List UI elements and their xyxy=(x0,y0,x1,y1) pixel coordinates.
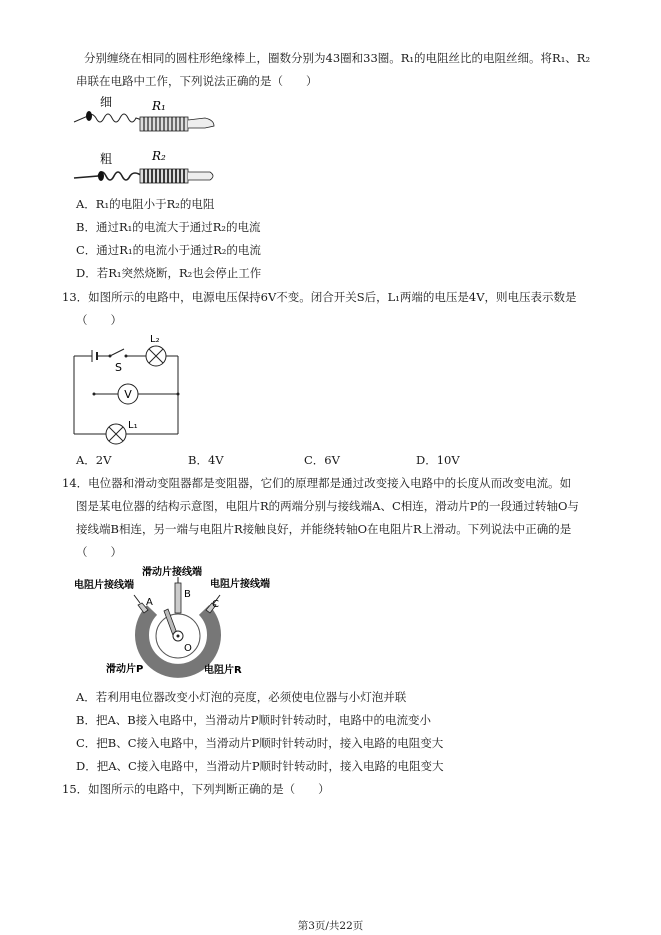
q13-switch-label: S xyxy=(115,361,122,374)
q13-junction-right xyxy=(177,393,180,396)
q12-text-line1: 分别缠绕在相同的圆柱形绝缘棒上，圈数分别为43圈和33圈。R₁的电阻丝比的电阻丝细。将R₁、R₂ xyxy=(84,51,591,65)
q14-label-b: B xyxy=(184,589,191,600)
q13-text-line2: （ ） xyxy=(76,313,122,327)
q14-text-line2: 图是某电位器的结构示意图，电阻片R的两端分别与接线端A、C相连，滑动片P的一段通过转轴O与 xyxy=(76,499,579,513)
q12-thick-label: 粗 xyxy=(100,152,113,166)
q14-option-c: C．把B、C接入电路中，当滑动片P顺时针转动时，接入电路的电阻变大 xyxy=(76,736,444,750)
q13-text-line1: 13．如图所示的电路中，电源电压保持6V不变。闭合开关S后，L₁两端的电压是4V，则电压表示数是 xyxy=(62,290,577,304)
q13-lamp-l1 xyxy=(106,424,126,444)
q12-option-d: D．若R₁突然烧断，R₂也会停止工作 xyxy=(76,266,262,280)
q12-coil-r2 xyxy=(140,169,213,183)
q12-thin-label: 细 xyxy=(100,95,113,109)
q12-option-a: A．R₁的电阻小于R₂的电阻 xyxy=(76,197,215,211)
q12-coil-figure xyxy=(70,92,250,187)
q14-slider-terminal-label: 滑动片接线端 xyxy=(142,567,202,578)
q13-lamp-l2 xyxy=(146,346,166,366)
q13-switch-dot-left xyxy=(109,355,112,358)
q14-option-a: A．若利用电位器改变小灯泡的亮度，必须使电位器与小灯泡并联 xyxy=(76,690,407,704)
q14-pivot-center xyxy=(177,635,180,638)
q13-l2-label: L₂ xyxy=(150,334,160,345)
q12-thick-wire-end xyxy=(98,171,104,181)
q14-text-line4: （ ） xyxy=(76,545,122,559)
q13-option-c: C．6V xyxy=(304,453,340,467)
q13-switch-dot-right xyxy=(125,355,128,358)
q14-label-o: O xyxy=(184,643,192,654)
q14-resistor-label: 电阻片R xyxy=(204,665,242,676)
q13-circuit-diagram xyxy=(70,330,190,440)
q14-text-line1: 14．电位器和滑动变阻器都是变阻器，它们的原理都是通过改变接入电路中的长度从而改变电流。如 xyxy=(62,476,572,490)
q12-thin-wire xyxy=(74,114,142,122)
q12-text-line2: 串联在电路中工作，下列说法正确的是（ ） xyxy=(76,74,318,88)
q13-option-a: A．2V xyxy=(76,453,112,467)
q12-option-b: B．通过R₁的电流大于通过R₂的电流 xyxy=(76,220,261,234)
q13-voltmeter-label: V xyxy=(124,388,132,401)
q14-resistor-terminal-right-label: 电阻片接线端 xyxy=(210,579,270,590)
page-footer: 第3页/共22页 xyxy=(297,920,364,932)
q14-slider-label: 滑动片P xyxy=(106,664,144,675)
q13-option-b: B．4V xyxy=(188,453,224,467)
q13-l1-label: L₁ xyxy=(128,420,138,431)
q13-voltmeter xyxy=(118,384,138,404)
q12-r1-label: R₁ xyxy=(152,99,166,113)
q14-terminal-b xyxy=(175,577,181,613)
q14-potentiometer-figure xyxy=(72,565,282,680)
q12-thin-wire-end xyxy=(86,111,92,121)
q12-thick-wire xyxy=(74,172,142,180)
q14-resistor-terminal-left-label: 电阻片接线端 xyxy=(74,580,134,591)
q14-label-a: A xyxy=(146,597,153,608)
q14-text-line3: 接线端B相连，另一端与电阻片R接触良好，并能绕转轴O在电阻片R上滑动。下列说法中正确的是 xyxy=(76,522,572,536)
q14-option-b: B．把A、B接入电路中，当滑动片P顺时针转动时，电路中的电流变小 xyxy=(76,713,431,727)
q14-label-c: C xyxy=(212,599,219,610)
q12-option-c: C．通过R₁的电流小于通过R₂的电流 xyxy=(76,243,261,257)
q12-r2-label: R₂ xyxy=(152,149,166,163)
q15-text-line1: 15．如图所示的电路中，下列判断正确的是（ ） xyxy=(62,782,330,796)
q13-option-d: D．10V xyxy=(416,453,460,467)
q14-option-d: D．把A、C接入电路中，当滑动片P顺时针转动时，接入电路的电阻变大 xyxy=(76,759,444,773)
q12-coil-r1 xyxy=(140,117,214,131)
q13-junction-left xyxy=(93,393,96,396)
